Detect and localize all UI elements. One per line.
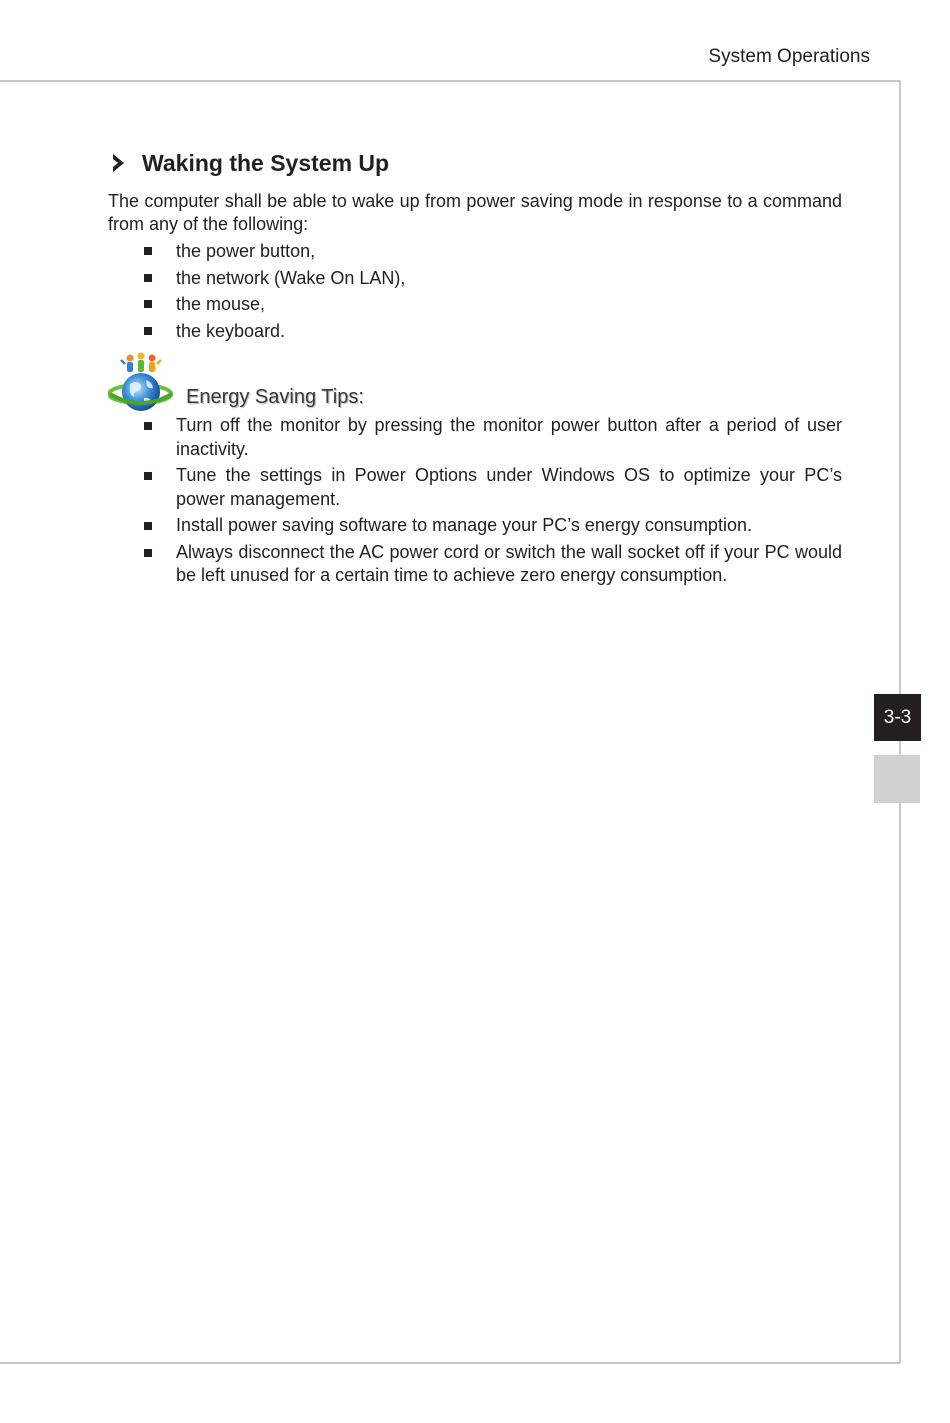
square-bullet-icon xyxy=(144,549,152,557)
list-item xyxy=(108,414,842,461)
list-item-text: the keyboard. xyxy=(176,320,286,341)
energy-tips-list xyxy=(108,414,842,588)
square-bullet-icon xyxy=(144,300,152,308)
section-intro: The computer shall be able to wake up from power saving mode in response to a command from any of the following: xyxy=(108,191,842,234)
page-number-tab: 3-3 xyxy=(874,694,921,741)
square-bullet-icon xyxy=(144,247,152,255)
page-frame-top xyxy=(0,80,901,82)
chevron-right-icon xyxy=(108,152,130,174)
list-item xyxy=(108,265,842,292)
list-item xyxy=(108,541,842,588)
list-item xyxy=(108,514,842,538)
section-title: Waking the System Up xyxy=(142,149,390,176)
list-item xyxy=(108,318,842,345)
energy-tips-title: Energy Saving Tips: xyxy=(186,386,364,408)
list-item-text: Turn off the monitor by pressing the monitor power button after a period of user inactivity. xyxy=(176,415,842,459)
list-item xyxy=(108,464,842,511)
square-bullet-icon xyxy=(144,522,152,530)
square-bullet-icon xyxy=(144,274,152,282)
list-item-text: Install power saving software to manage your PC’s energy consumption. xyxy=(176,515,752,535)
list-item-text: Tune the settings in Power Options under Windows OS to optimize your PC’s power management. xyxy=(176,465,842,509)
list-item xyxy=(108,291,842,318)
square-bullet-icon xyxy=(144,472,152,480)
square-bullet-icon xyxy=(144,422,152,430)
list-item-text: Always disconnect the AC power cord or switch the wall socket off if your PC would be left unused for a certain time to achieve zero energy consumption. xyxy=(176,541,842,585)
page-content xyxy=(108,146,842,591)
chapter-marker-tab xyxy=(874,755,920,803)
page-frame-bottom xyxy=(0,1362,901,1364)
energy-saving-globe-icon xyxy=(108,350,174,414)
square-bullet-icon xyxy=(144,327,152,335)
list-item xyxy=(108,238,842,265)
chapter-title: System Operations xyxy=(708,46,870,67)
section-heading xyxy=(108,146,842,180)
list-item-text: the network (Wake On LAN), xyxy=(176,267,406,288)
wake-source-list xyxy=(108,238,842,344)
energy-tips-header xyxy=(108,346,842,414)
list-item-text: the power button, xyxy=(176,241,316,261)
list-item-text: the mouse, xyxy=(176,294,266,314)
